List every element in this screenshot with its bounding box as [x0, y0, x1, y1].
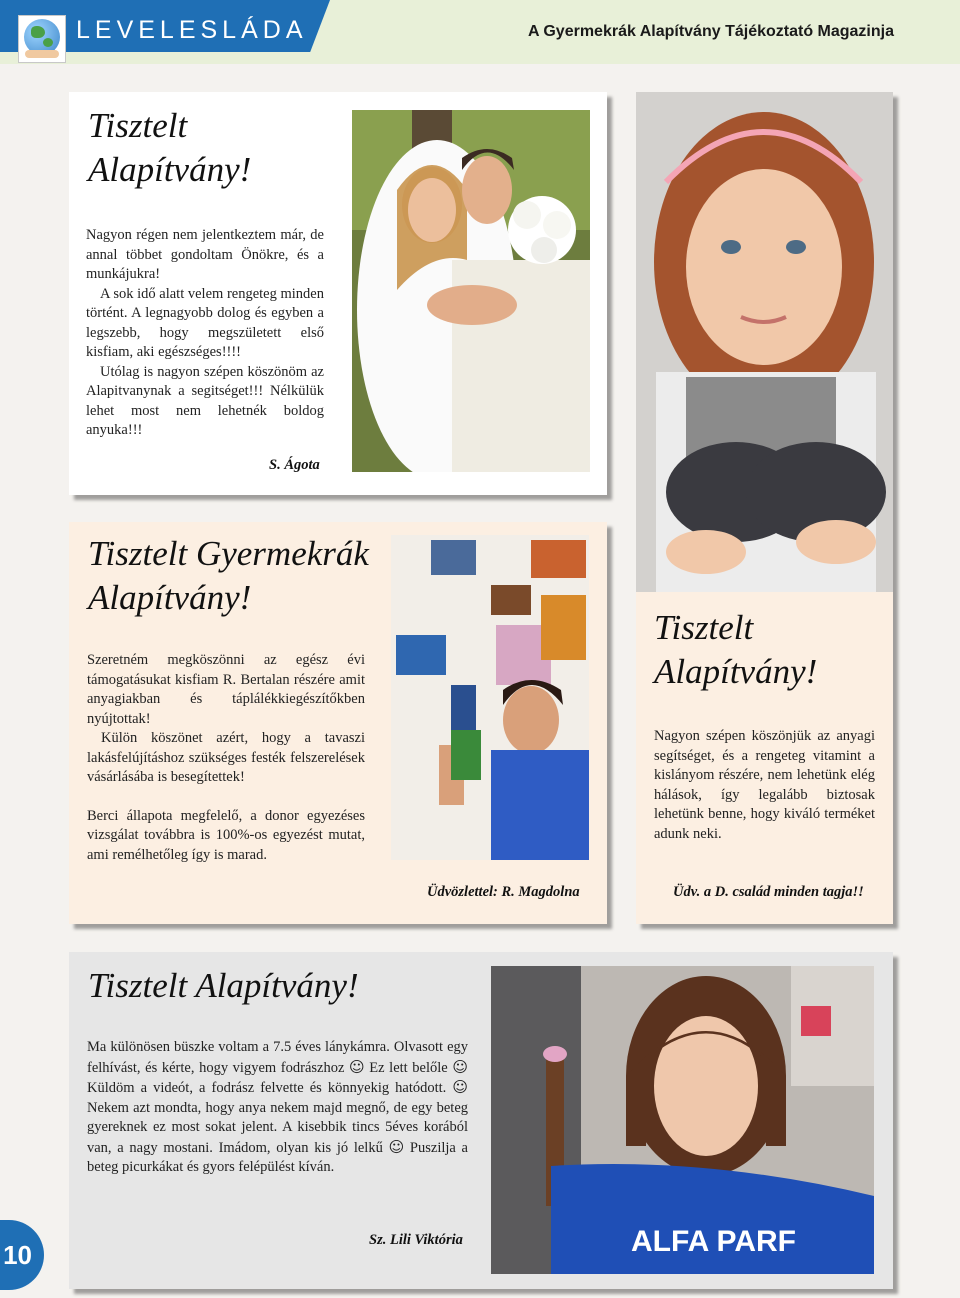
letter-4-body: Ma különösen büszke voltam a 7.5 éves lánykámra. Olvasott egy felhívást, és kérte, hogy vigyem fodrászhoz ☺ Ez lett belőle ☺ Küldöm a videót, a fodrász felvette és könnyekig hatódott. ☺ Nekem azt mondta, hogy anya nekem majd megnő, de egy beteg gyereknek ez most sokat jelent. A kisebbik tincs 5éves korából van, a nagy mostani. Imádom, olyan kis jó lelkű ☺ Puszilja a beteg picurkákat és gyors felépülést kíván. — [87, 1039, 468, 1175]
letter-3-title: Tisztelt Alapítvány! — [654, 608, 818, 691]
smiley-icon: ☺ — [349, 1057, 365, 1076]
foundation-logo — [18, 15, 66, 63]
letter-card-1 — [69, 92, 607, 495]
apron-text: ALFA PARF — [631, 1225, 796, 1258]
boy-photo — [391, 535, 589, 860]
letter-2-body: Szeretném megköszönni az egész évi támogatásukat kisfiam R. Bertalan részére amit anyagiakban és táplálékkiegészítőkben nyújtottak! Külön köszönet azért, hogy a tavaszi lakásfelújításhoz szükséges festék felszerelések vásárlásába is besegítettek! Berci állapota megfelelő, a donor egyezéses vizsgálat továbbra is 100%-os egyezést mutat, ami remélhetőleg így is marad. — [87, 652, 365, 863]
page-header — [0, 0, 960, 64]
letter-1-body: Nagyon régen nem jelentkeztem már, de annal többet gondoltam Önökre, és a munkájukra! A sok idő alatt velem rengeteg minden történt. A legnagyobb dolog és egyben a legszebb, hogy megszületett első kisfiam, aki egészséges!!!! Utólag is nagyon szépen köszönöm az Alapitvanynak a segitséget!!! Nélkülük lehet most nem lehetnék boldog anyuka!!! — [86, 227, 324, 438]
letter-4-signature: Sz. Lili Viktória — [369, 1232, 463, 1248]
letter-2-title: Tisztelt Gyermekrák Alapítvány! — [88, 534, 369, 617]
wedding-photo — [352, 110, 590, 472]
letter-1-signature: S. Ágota — [269, 457, 320, 473]
letter-card-4 — [69, 952, 893, 1289]
letter-1-title: Tisztelt Alapítvány! — [88, 106, 252, 189]
letter-4-title: Tisztelt Alapítvány! — [88, 966, 359, 1005]
smiley-icon: ☺ — [452, 1057, 468, 1076]
section-title: LEVELESLÁDA — [76, 16, 308, 44]
magazine-subtitle: A Gyermekrák Alapítvány Tájékoztató Magazinja — [527, 23, 894, 40]
letter-2-signature: Üdvözlettel: R. Magdolna — [427, 884, 580, 900]
smiley-icon: ☺ — [452, 1078, 468, 1096]
smiley-icon: ☺ — [388, 1137, 405, 1156]
letter-3-signature: Üdv. a D. család minden tagja!! — [673, 884, 864, 900]
letter-card-2 — [69, 522, 607, 924]
girl-portrait-photo — [636, 92, 893, 592]
letter-card-3 — [636, 92, 893, 924]
letter-3-body: Nagyon szépen köszönjük az anyagi segítséget, és a rengeteg vitamint a kislányom részére, nem lehetünk elég hálások, így legalább biztosak lehetünk benne, hogy kiváló terméket adunk neki. — [654, 728, 875, 842]
hands-icon — [25, 50, 59, 58]
page-number: 10 — [0, 1220, 44, 1290]
haircut-photo — [491, 966, 874, 1274]
